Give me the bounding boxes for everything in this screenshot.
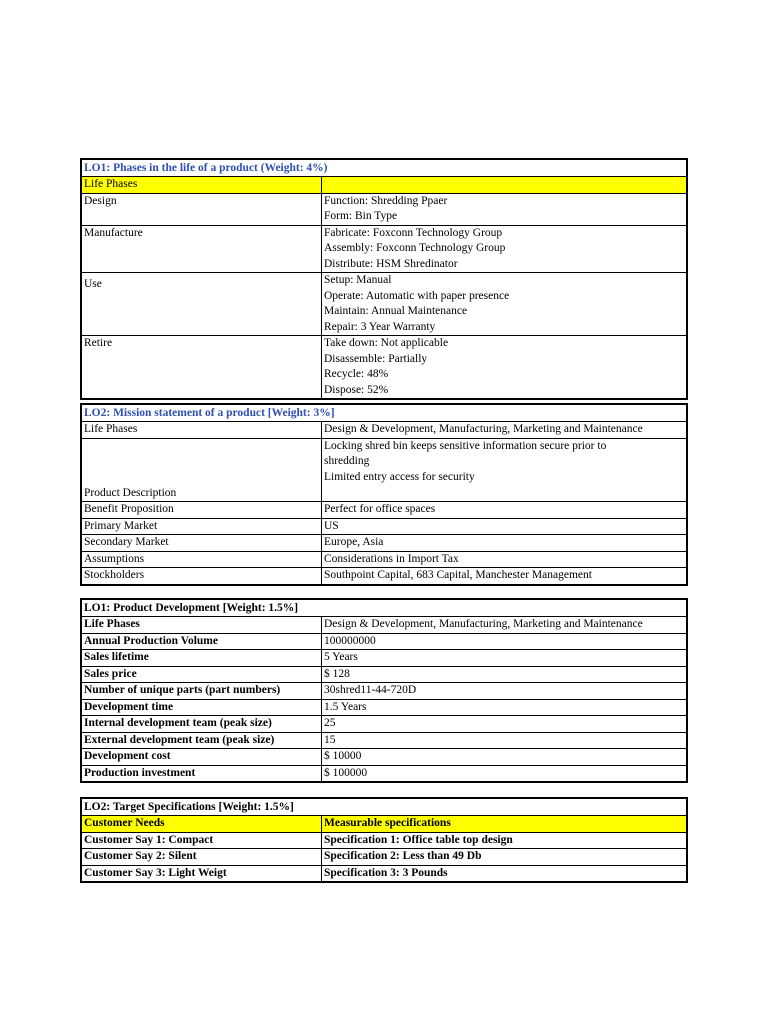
- row-label: Manufacture: [82, 226, 322, 273]
- section-phases-life: [80, 158, 688, 400]
- row-label: Development cost: [82, 749, 322, 765]
- row-value: 15: [324, 733, 336, 746]
- section-mission-statement: [80, 403, 688, 586]
- row-label: Development time: [82, 700, 322, 716]
- row-label: Retire: [82, 336, 322, 398]
- row-label: Sales lifetime: [82, 650, 322, 666]
- row-value: $ 10000: [324, 750, 362, 762]
- row-label: Internal development team (peak size): [82, 716, 322, 732]
- header-cell: Measurable specifications: [324, 817, 451, 829]
- row-label: Life Phases: [82, 617, 322, 633]
- section-title: LO2: Target Specifications [Weight: 1.5%]: [84, 801, 294, 813]
- row-value: US: [324, 519, 339, 532]
- header-cell: Customer Needs: [82, 816, 322, 832]
- row-value: Fabricate: Foxconn Technology Group Assembly: Foxconn Technology Group Distribute: HSM Shredinator: [324, 226, 506, 270]
- row-value: Setup: Manual Operate: Automatic with paper presence Maintain: Annual Maintenance Repair: 3 Year Warranty: [324, 274, 510, 333]
- header-cell: Life Phases: [82, 177, 322, 193]
- row-value: Southpoint Capital, 683 Capital, Manchester Management: [324, 569, 592, 581]
- row-label: Customer Say 1: Compact: [82, 833, 322, 849]
- row-value: Specification 2: Less than 49 Db: [324, 850, 482, 862]
- row-value: Specification 3: 3 Pounds: [324, 866, 448, 879]
- row-value: 1.5 Years: [324, 700, 367, 713]
- row-value: 100000000: [324, 634, 376, 647]
- row-label: Number of unique parts (part numbers): [82, 683, 322, 699]
- section-title: LO1: Phases in the life of a product (Weight: 4%): [84, 162, 328, 174]
- row-value: Locking shred bin keeps sensitive information secure prior to shredding Limited entry access for security: [324, 439, 607, 483]
- row-value: Europe, Asia: [324, 536, 384, 548]
- row-value: Function: Shredding Ppaer Form: Bin Type: [324, 194, 448, 222]
- row-value: 25: [324, 717, 336, 729]
- row-label: Customer Say 3: Light Weigt: [82, 866, 322, 882]
- row-label: Sales price: [82, 667, 322, 683]
- row-label: Benefit Proposition: [82, 502, 322, 518]
- section-title: LO2: Mission statement of a product [Weight: 3%]: [84, 407, 335, 419]
- row-value: Considerations in Import Tax: [324, 552, 459, 565]
- row-value: $ 128: [324, 667, 350, 680]
- row-label: Product Description: [82, 439, 322, 502]
- row-label: Secondary Market: [82, 535, 322, 551]
- row-value: Specification 1: Office table top design: [324, 833, 513, 846]
- row-label: Stockholders: [82, 568, 322, 584]
- section-target-specifications: [80, 797, 688, 883]
- row-label: External development team (peak size): [82, 733, 322, 749]
- row-label: Design: [82, 194, 322, 225]
- row-value: Design & Development, Manufacturing, Marketing and Maintenance: [324, 618, 643, 630]
- row-value: 30shred11-44-720D: [324, 684, 417, 696]
- row-value: Perfect for office spaces: [324, 503, 436, 515]
- row-label: Assumptions: [82, 552, 322, 568]
- section-title: LO1: Product Development [Weight: 1.5%]: [84, 602, 299, 614]
- row-label: Customer Say 2: Silent: [82, 849, 322, 865]
- header-cell: [322, 177, 686, 193]
- row-value: $ 100000: [324, 766, 368, 779]
- header-cell: Design & Development, Manufacturing, Marketing and Maintenance: [324, 423, 643, 435]
- header-cell: Life Phases: [82, 422, 322, 438]
- section-product-development: [80, 598, 688, 783]
- row-label: Production investment: [82, 766, 322, 782]
- row-label: Primary Market: [82, 519, 322, 535]
- row-value: Take down: Not applicable Disassemble: Partially Recycle: 48% Dispose: 52%: [324, 337, 449, 396]
- row-value: 5 Years: [324, 651, 358, 663]
- row-label: Annual Production Volume: [82, 634, 322, 650]
- row-label: Use: [82, 273, 322, 335]
